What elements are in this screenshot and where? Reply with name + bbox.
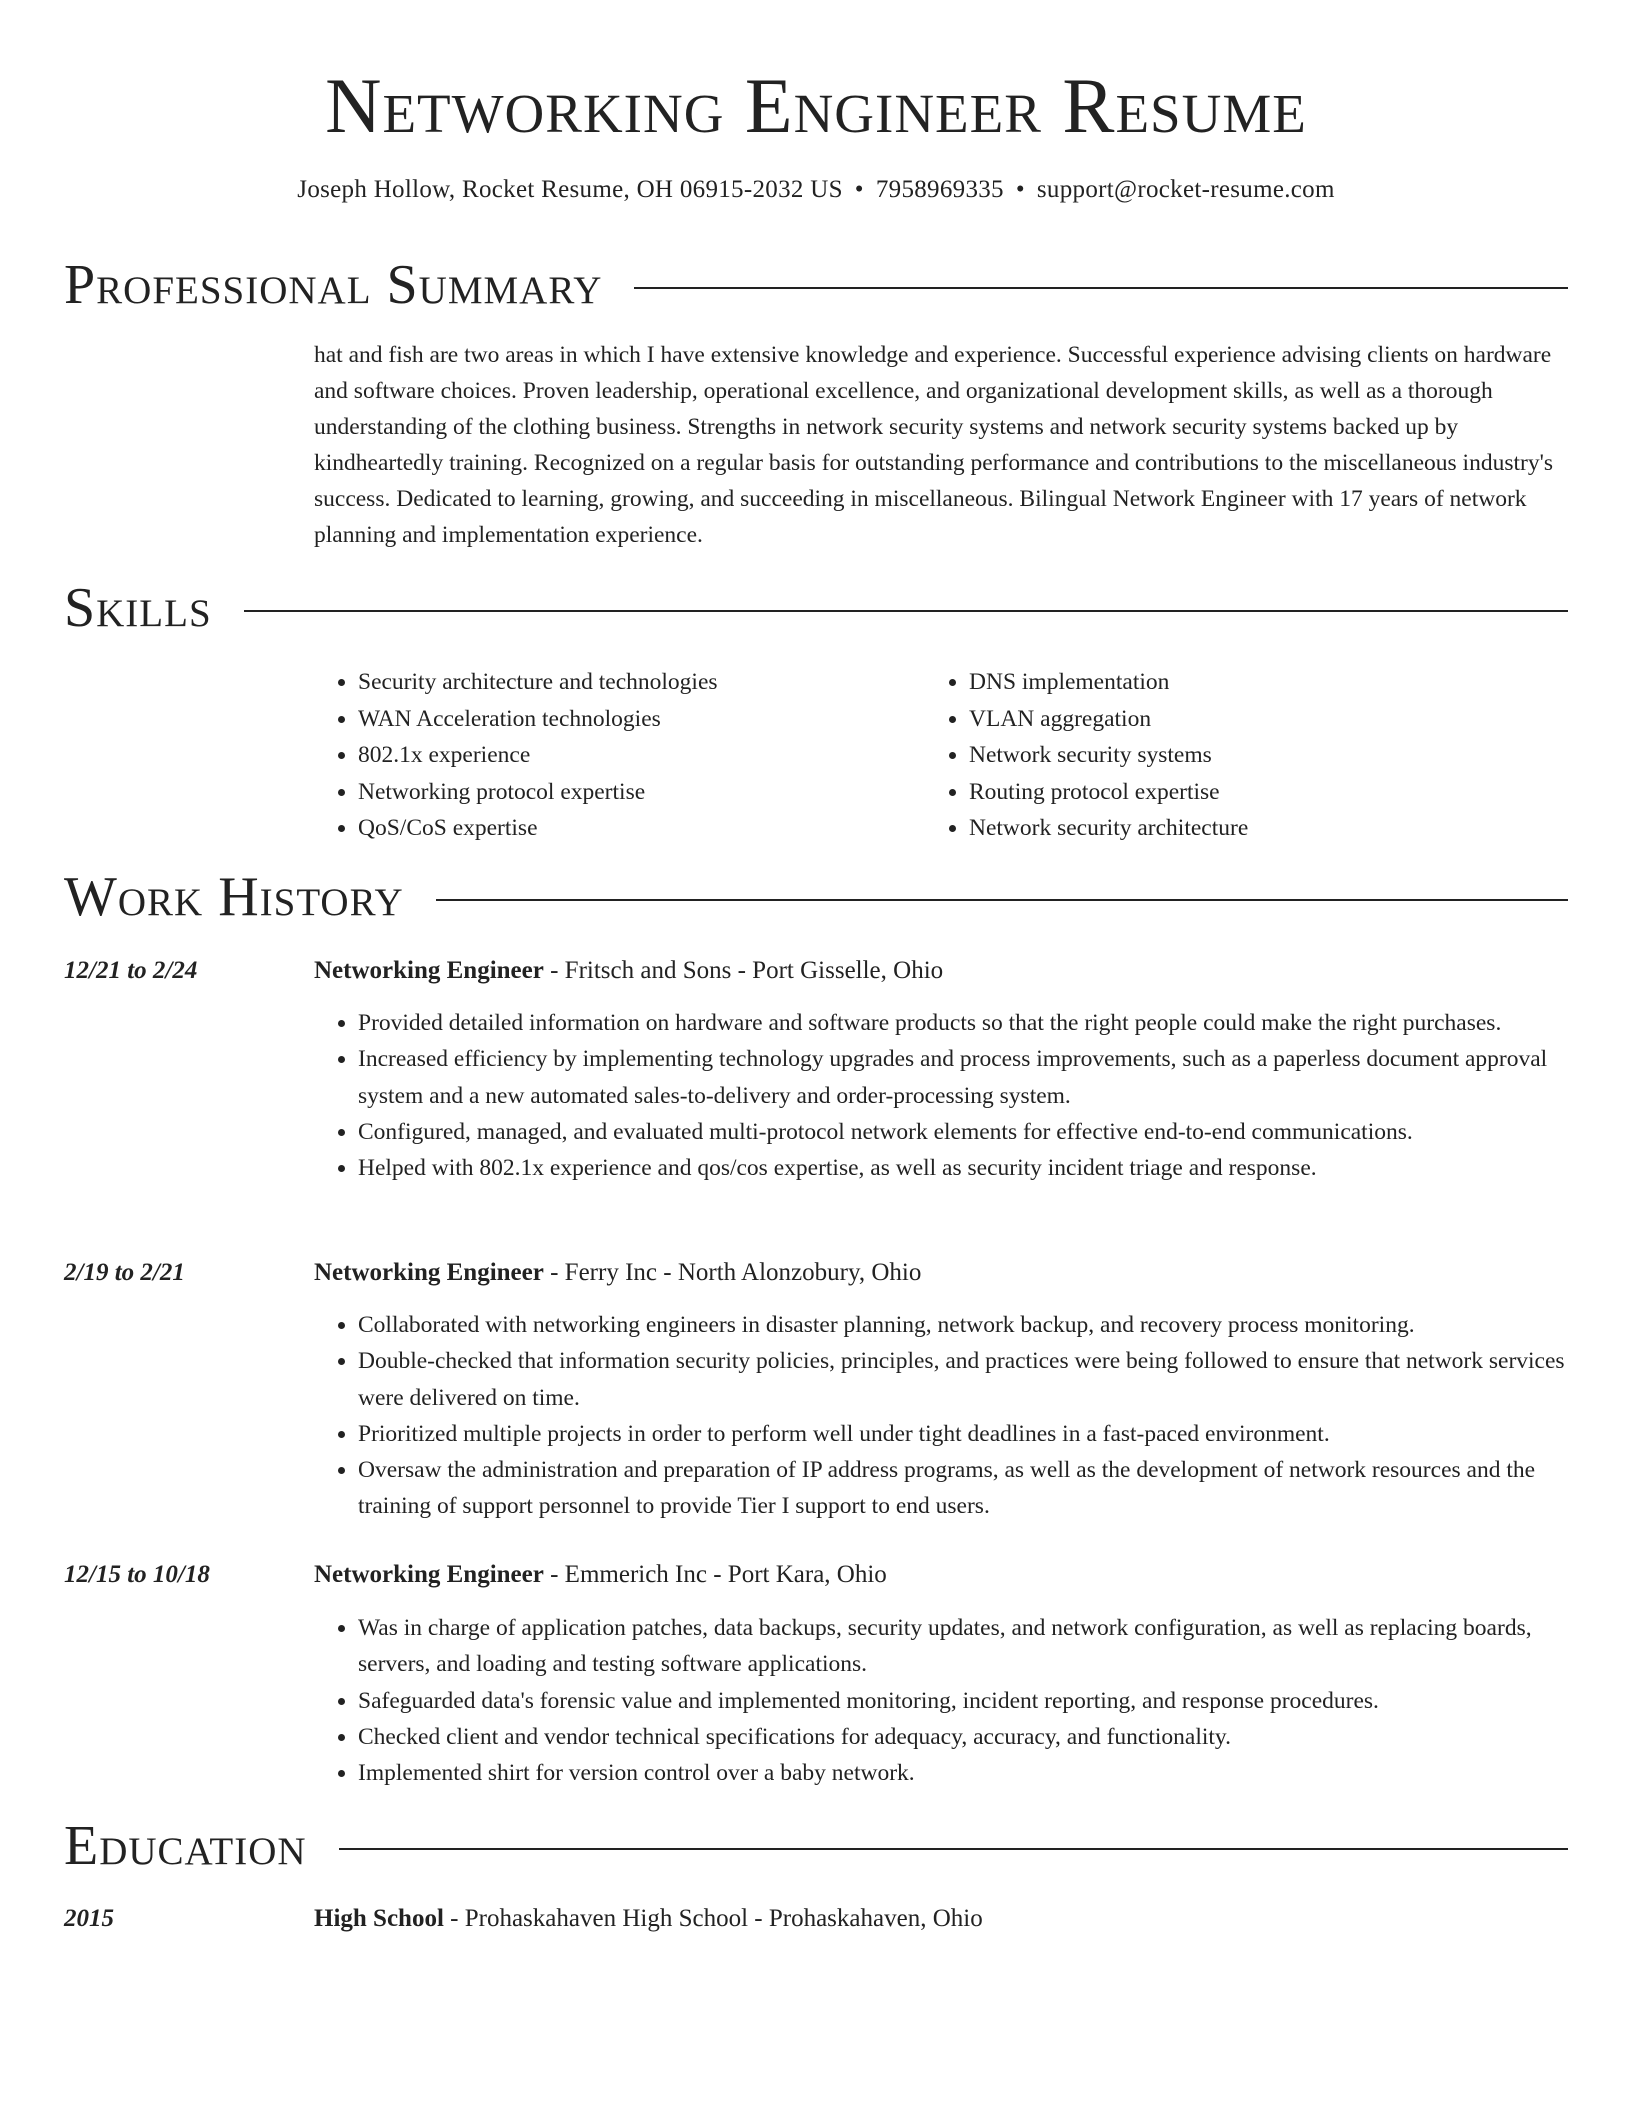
job-bullet: • Checked client and vendor technical specifications for adequacy, accuracy, and functionality. [358,1719,1570,1755]
education-year: 2015 [64,1905,114,1932]
section-skills-header [64,573,1568,643]
job-bullet: • Safeguarded data's forensic value and implemented monitoring, incident reporting, and response procedures. [358,1683,1570,1719]
job-role: Networking Engineer [314,1561,544,1588]
contact-address: Joseph Hollow, Rocket Resume, OH 06915-2032 US [297,176,843,203]
section-heading: Professional Summary [64,254,603,316]
skill-item: • Routing protocol expertise [969,774,1569,811]
job-bullet: • Implemented shirt for version control over a baby network. [358,1755,1570,1791]
contact-separator: • [854,176,864,203]
job-dates: 2/19 to 2/21 [64,1259,185,1286]
job-bullets [314,1307,1570,1525]
education-heading [314,1901,1570,1937]
skill-item: • Security architecture and technologies [358,664,918,701]
job-details: - Emmerich Inc - Port Kara, Ohio [543,1561,887,1588]
job-bullet: • Configured, managed, and evaluated multi-protocol network elements for effective end-to-end communications. [358,1114,1570,1150]
job-role: Networking Engineer [314,1259,544,1286]
skill-item: • QoS/CoS expertise [358,810,918,847]
job-heading [314,953,1570,989]
skill-item: • Network security architecture [969,810,1569,847]
skills-list-right [925,664,1569,847]
job-dates: 12/21 to 2/24 [64,957,198,984]
job-bullet: • Oversaw the administration and preparation of IP address programs, as well as the development of network resources and the training of support personnel to provide Tier I support to end users. [358,1452,1570,1525]
skill-item: • WAN Acceleration technologies [358,701,918,738]
job-details: - Ferry Inc - North Alonzobury, Ohio [543,1259,922,1286]
contact-separator: • [1015,176,1025,203]
skills-list-left [314,664,918,847]
section-summary-header [64,250,1568,320]
education-degree: High School [314,1905,444,1932]
contact-line [0,172,1632,208]
section-divider [244,610,1568,612]
summary-text: hat and fish are two areas in which I have extensive knowledge and experience. Successful experience advising clients on hardware and software choices. Proven leadership, operational excellence, and organizational development skills, as well as a thorough understanding of the clothing business. Strengths in network security systems and network security systems backed up by kindheartedly training. Recognized on a regular basis for outstanding performance and contributions to the miscellaneous industry's success. Dedicated to learning, growing, and succeeding in miscellaneous. Bilingual Network Engineer with 17 years of network planning and implementation experience. [314,342,1553,548]
job-bullet: • Provided detailed information on hardware and software products so that the right people could make the right purchases. [358,1005,1570,1041]
section-heading: Education [64,1815,307,1877]
contact-phone: 7958969335 [875,176,1004,203]
job-bullet: • Was in charge of application patches, data backups, security updates, and network configuration, as well as replacing boards, servers, and loading and testing software applications. [358,1610,1570,1683]
job-details: - Fritsch and Sons - Port Gisselle, Ohio [543,957,944,984]
section-heading: Work History [64,866,404,928]
job-heading [314,1255,1570,1291]
skill-item: • VLAN aggregation [969,701,1569,738]
job-dates: 12/15 to 10/18 [64,1561,210,1588]
job-role: Networking Engineer [314,957,544,984]
job-bullet: • Prioritized multiple projects in order to perform well under tight deadlines in a fast-paced environment. [358,1416,1570,1452]
section-education-header [64,1811,1568,1881]
section-heading: Skills [64,577,212,639]
contact-email: support@rocket-resume.com [1036,176,1335,203]
job-heading [314,1557,1570,1593]
skill-item: • Networking protocol expertise [358,774,918,811]
job-bullet: • Helped with 802.1x experience and qos/cos expertise, as well as security incident triage and response. [358,1150,1570,1186]
job-bullets [314,1005,1570,1186]
skill-item: • DNS implementation [969,664,1569,701]
education-details: - Prohaskahaven High School - Prohaskahaven, Ohio [443,1905,983,1932]
resume-title: Networking Engineer Resume [325,62,1307,149]
job-bullet: • Double-checked that information security policies, principles, and practices were being followed to ensure that network services were delivered on time. [358,1343,1570,1416]
skill-item: • Network security systems [969,737,1569,774]
section-divider [339,1848,1568,1850]
section-work-header [64,862,1568,932]
job-bullets [314,1610,1570,1791]
job-bullet: • Collaborated with networking engineers in disaster planning, network backup, and recovery process monitoring. [358,1307,1570,1343]
skill-item: • 802.1x experience [358,737,918,774]
section-divider [436,899,1568,901]
job-bullet: • Increased efficiency by implementing technology upgrades and process improvements, such as a paperless document approval system and a new automated sales-to-delivery and order-processing system. [358,1041,1570,1114]
section-divider [634,287,1568,289]
